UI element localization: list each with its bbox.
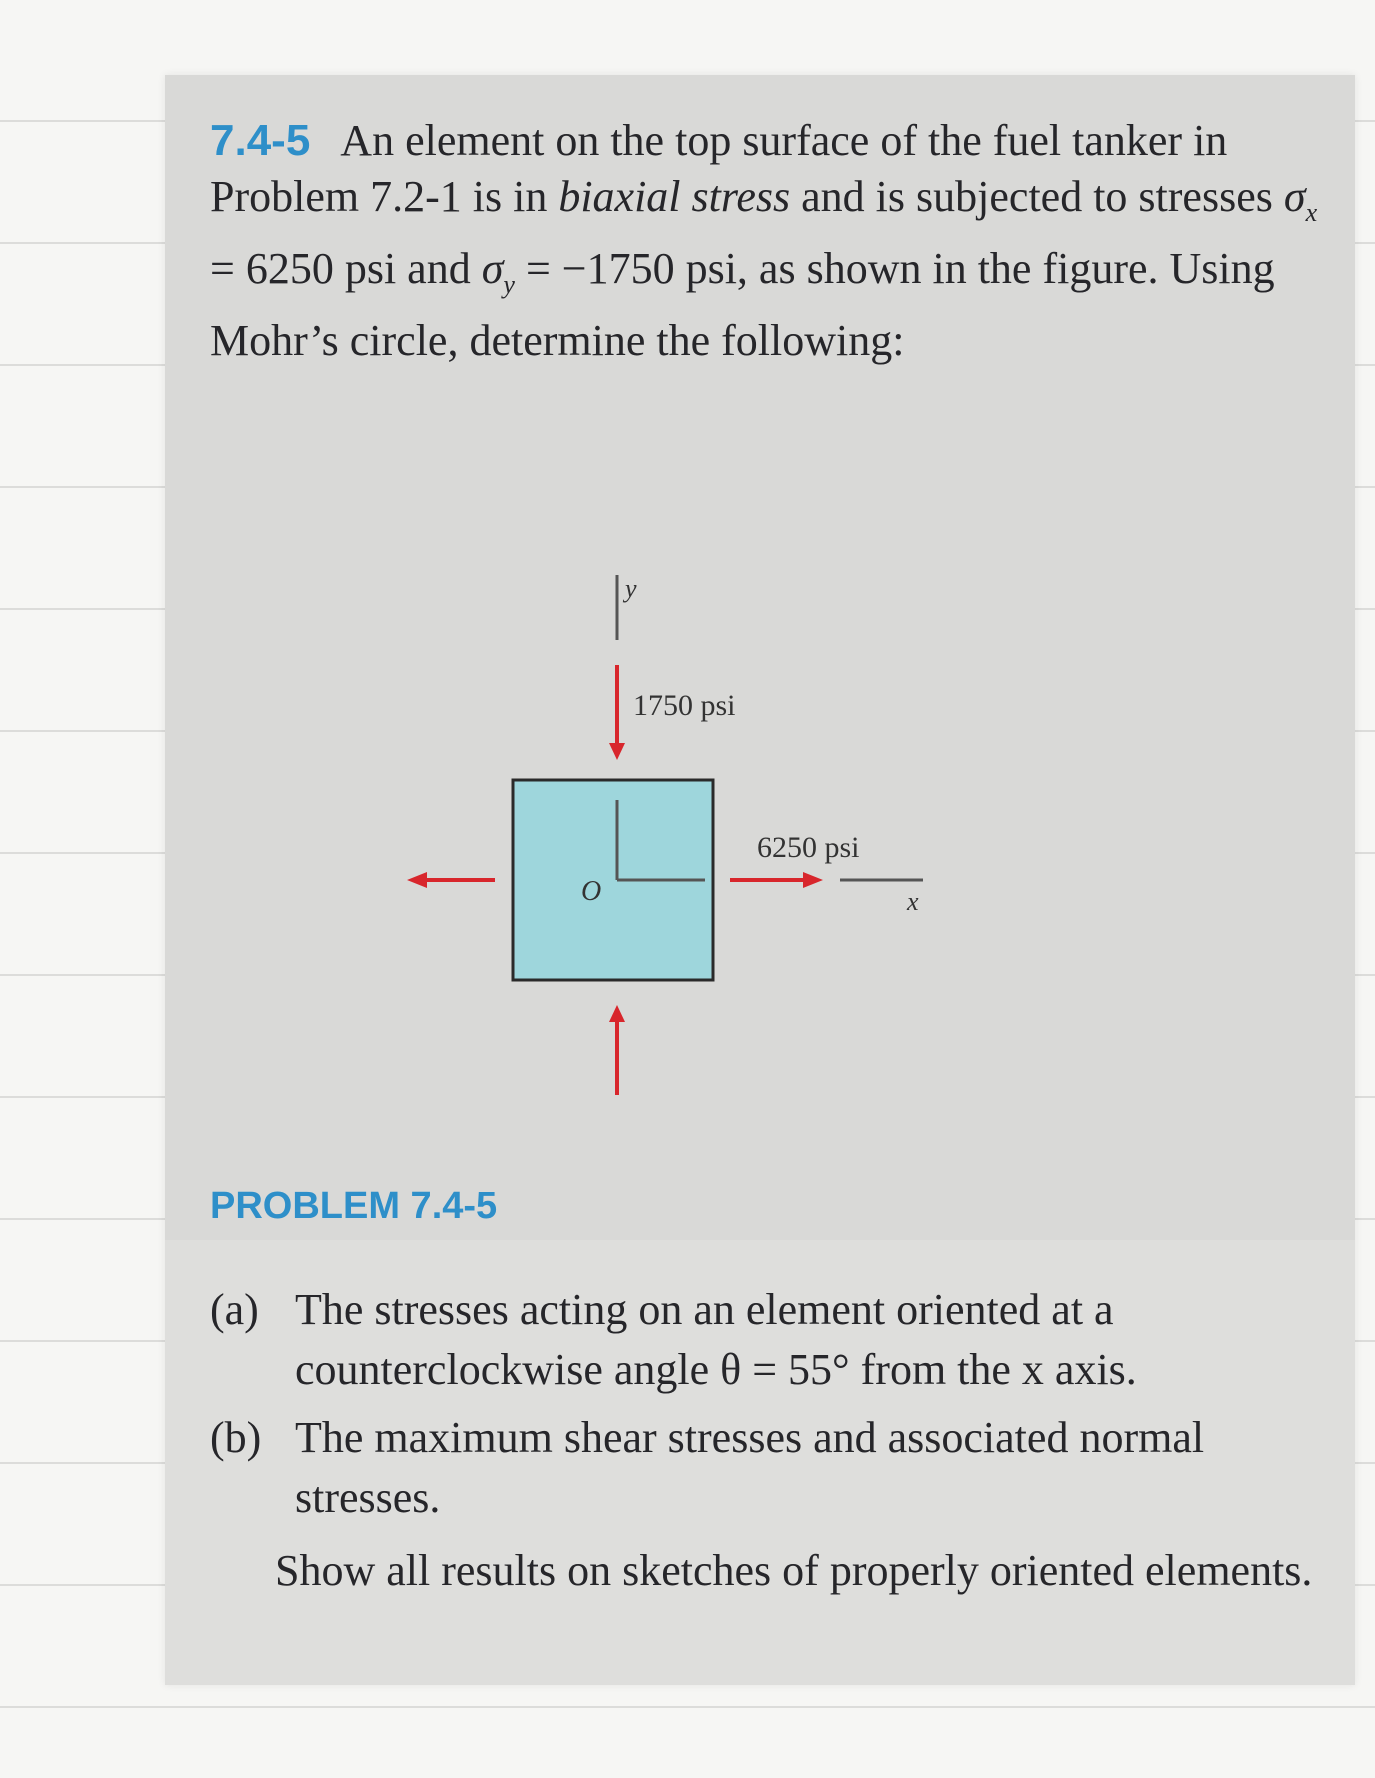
problem-statement: [210, 113, 1320, 369]
sigma-x-symbol: σ: [1283, 172, 1306, 221]
stress-element-figure: [395, 545, 995, 1125]
question-a-text: The stresses acting on an element oriented at a counterclockwise angle θ = 55° from the x axis.: [295, 1285, 1137, 1394]
instruction-text: Show all results on sketches of properly oriented elements.: [275, 1546, 1313, 1595]
question-a: [210, 1280, 1330, 1400]
sigma-x-left-arrowhead: [407, 872, 427, 888]
y-axis-label: y: [625, 574, 637, 603]
sigma-y-symbol: σ: [481, 244, 504, 293]
figure-caption: PROBLEM 7.4-5: [210, 1185, 498, 1227]
sigma-y-subscript: y: [503, 270, 515, 299]
sigma-x-label: 6250 psi: [757, 831, 860, 864]
problem-card: [165, 75, 1355, 1685]
problem-number: 7.4-5: [210, 116, 311, 165]
statement-text-2: and is subjected to stresses: [790, 172, 1284, 221]
sigma-y-top-arrowhead: [609, 743, 625, 760]
sigma-x-right-arrowhead: [803, 872, 823, 888]
statement-text-3: = 6250 psi and: [210, 244, 482, 293]
statement-emphasis: biaxial stress: [558, 172, 791, 221]
question-b-text: The maximum shear stresses and associated normal stresses.: [295, 1413, 1205, 1522]
statement-text-1: An element on the top surface of the fuel tanker in Problem 7.2-1 is in: [210, 116, 1228, 221]
sigma-x-subscript: x: [1305, 198, 1318, 227]
origin-label: O: [581, 876, 602, 907]
sigma-y-label: 1750 psi: [633, 689, 736, 722]
question-b: [210, 1408, 1330, 1528]
x-axis-label: x: [907, 887, 919, 916]
statement-text-4: = −1750 psi, as shown in the figure. Using Mohr’s circle, determine the following:: [210, 244, 1275, 365]
question-list: [210, 1280, 1330, 1536]
question-a-label: (a): [210, 1285, 259, 1334]
sigma-y-bottom-arrowhead: [609, 1005, 625, 1022]
question-b-label: (b): [210, 1413, 262, 1462]
